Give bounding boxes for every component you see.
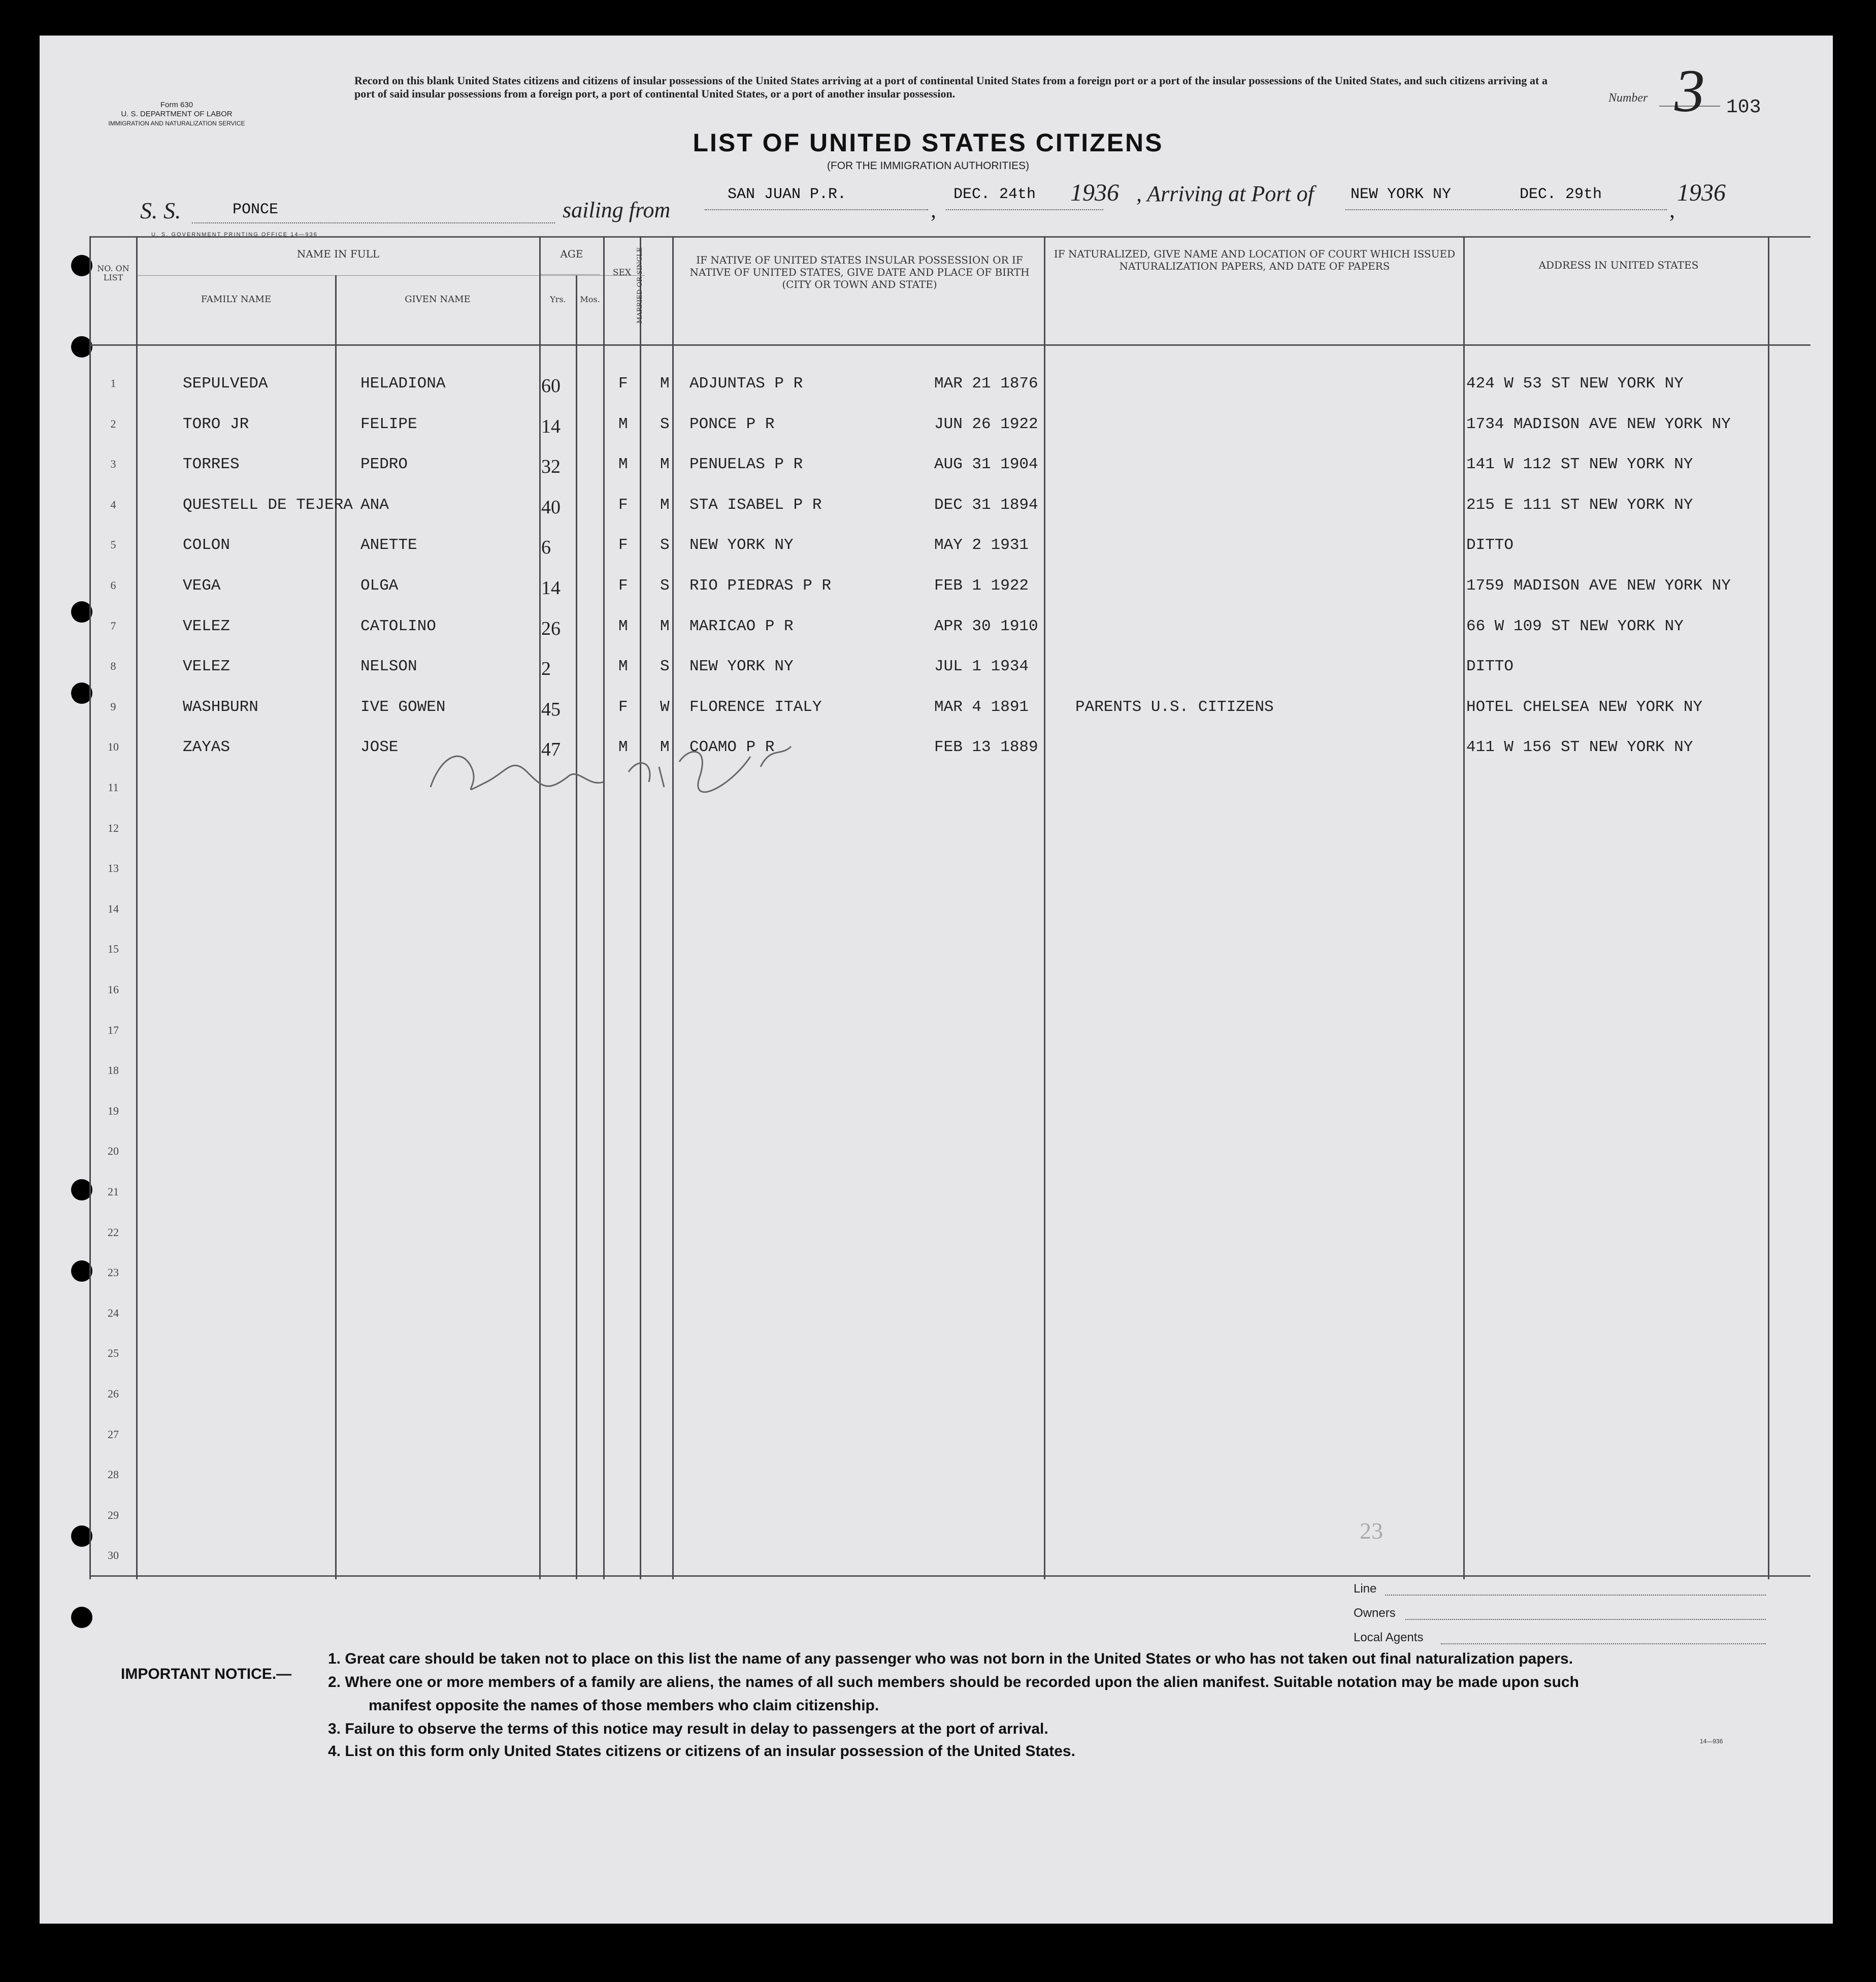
sex-cell: F <box>618 496 628 514</box>
address-cell: HOTEL CHELSEA NEW YORK NY <box>1466 698 1703 716</box>
marital-status-cell: M <box>660 456 670 474</box>
marital-status-cell: S <box>660 658 670 676</box>
birth-date-cell: MAY 2 1931 <box>934 536 1029 555</box>
sailing-label: sailing from <box>563 198 671 222</box>
sail-date: DEC. 24th <box>953 186 1036 203</box>
address-cell: 141 W 112 ST NEW YORK NY <box>1466 456 1693 474</box>
comma-2: , <box>1669 198 1675 222</box>
arriving-label: , Arriving at Port of <box>1136 181 1314 206</box>
family-name-cell: SEPULVEDA <box>183 375 268 393</box>
age-cell: 6 <box>541 537 551 559</box>
line-number: 25 <box>108 1347 119 1360</box>
header-place-of-birth: IF NATIVE OF UNITED STATES INSULAR POSSESSION OR IF NATIVE OF UNITED STATES, GIVE DATE AND PLACE OF BIRTH (CITY OR TOWN AND STATE) <box>689 254 1030 290</box>
line-number: 9 <box>110 700 116 713</box>
given-name-cell: HELADIONA <box>360 375 446 393</box>
birth-date-cell: APR 30 1910 <box>934 617 1038 635</box>
line-number: 11 <box>108 781 119 794</box>
ss-label: S. S. <box>140 198 181 223</box>
birth-date-cell: DEC 31 1894 <box>934 496 1038 514</box>
service-label: IMMIGRATION AND NATURALIZATION SERVICE <box>108 120 245 127</box>
sail-year: 1936 <box>1070 179 1119 206</box>
arrival-port-underline <box>1345 209 1513 210</box>
column-line <box>640 236 641 1579</box>
address-cell: 215 E 111 ST NEW YORK NY <box>1466 496 1693 514</box>
line-number: 22 <box>108 1225 119 1239</box>
from-underline <box>705 209 928 210</box>
marital-status-cell: M <box>660 496 670 514</box>
birthplace-cell: PONCE P R <box>689 415 775 433</box>
header-yrs: Yrs. <box>550 295 566 304</box>
marital-status-cell: S <box>660 415 670 433</box>
line-number: 19 <box>108 1104 119 1117</box>
header-mos: Mos. <box>580 295 600 304</box>
address-cell: DITTO <box>1466 536 1514 555</box>
family-name-cell: TORO JR <box>183 415 249 433</box>
record-instructions: Record on this blank United States citizens and citizens of insular possessions of the United States arriving at a port of continental United States from a foreign port or a port of the insular possessions of the United States, and such citizens arriving at a port of said insular possessions from a foreign port, a port of continental United States, or a port of another insular possession. <box>354 74 1548 100</box>
header-married-single: MARRIED OR SINGLE <box>636 247 644 323</box>
marital-status-cell: S <box>660 536 670 555</box>
given-name-cell: ANA <box>360 496 389 514</box>
line-number: 7 <box>110 619 116 632</box>
birth-date-cell: AUG 31 1904 <box>934 456 1038 474</box>
family-name-cell: TORRES <box>183 456 240 474</box>
birthplace-cell: STA ISABEL P R <box>689 496 822 514</box>
from-port: SAN JUAN P.R. <box>728 186 847 203</box>
table-header-bottom <box>89 344 1811 346</box>
family-name-cell: VELEZ <box>183 617 231 635</box>
birth-date-cell: FEB 13 1889 <box>934 738 1038 757</box>
column-line <box>1463 236 1465 1579</box>
sex-cell: M <box>618 738 628 757</box>
column-line <box>89 236 91 1579</box>
sex-cell: F <box>618 536 628 555</box>
naturalization-cell: PARENTS U.S. CITIZENS <box>1075 698 1274 716</box>
header-no: NO. ON LIST <box>97 264 129 282</box>
line-number: 4 <box>110 498 116 511</box>
arrival-port: NEW YORK NY <box>1351 186 1452 203</box>
age-cell: 32 <box>541 456 561 478</box>
page-title: LIST OF UNITED STATES CITIZENS <box>693 128 1164 157</box>
local-agents-field[interactable] <box>1441 1643 1766 1644</box>
family-name-cell: WASHBURN <box>183 698 258 716</box>
page-subtitle: (FOR THE IMMIGRATION AUTHORITIES) <box>827 160 1030 172</box>
line-number: 26 <box>108 1387 119 1400</box>
form-sheet <box>40 36 1833 1924</box>
birth-date-cell: MAR 21 1876 <box>934 375 1038 393</box>
sex-cell: F <box>618 577 628 595</box>
family-name-cell: ZAYAS <box>183 738 231 757</box>
punch-hole <box>71 1607 92 1628</box>
birth-date-cell: FEB 1 1922 <box>934 577 1029 595</box>
owners-label: Owners <box>1354 1606 1396 1620</box>
form-identification <box>60 101 293 128</box>
line-number: 1 <box>110 377 116 389</box>
line-label: Line <box>1354 1582 1377 1596</box>
birthplace-cell: ADJUNTAS P R <box>689 375 803 393</box>
sex-cell: M <box>618 617 628 635</box>
arrival-year: 1936 <box>1677 179 1726 206</box>
line-number: 5 <box>110 538 116 551</box>
address-cell: 66 W 109 ST NEW YORK NY <box>1466 617 1684 635</box>
local-agents-label: Local Agents <box>1354 1631 1424 1644</box>
header-naturalized: IF NATURALIZED, GIVE NAME AND LOCATION OF COURT WHICH ISSUED NATURALIZATION PAPERS, AND DATE OF PAPERS <box>1054 248 1456 272</box>
line-number: 12 <box>108 821 119 834</box>
arrival-date: DEC. 29th <box>1520 186 1602 203</box>
header-name-in-full: NAME IN FULL <box>297 248 380 260</box>
form-number: Form 630 <box>160 101 193 109</box>
ship-name: PONCE <box>233 201 279 218</box>
comma-1: , <box>931 198 936 222</box>
age-cell: 14 <box>541 415 561 437</box>
notice-item-1: 1. Great care should be taken not to place on this list the name of any passenger who was not born in the United States or who has not taken out final naturalization papers. <box>328 1650 1573 1667</box>
given-name-cell: PEDRO <box>360 456 408 474</box>
given-name-cell: IVE GOWEN <box>360 698 446 716</box>
line-number: 10 <box>108 740 119 754</box>
birthplace-cell: NEW YORK NY <box>689 658 794 676</box>
age-cell: 45 <box>541 698 561 720</box>
ship-underline <box>192 222 555 223</box>
line-number: 20 <box>108 1145 119 1158</box>
line-number: 21 <box>108 1185 119 1198</box>
birth-date-cell: JUL 1 1934 <box>934 658 1029 676</box>
line-number: 13 <box>108 862 119 875</box>
arrival-date-underline <box>1515 209 1667 210</box>
header-sex: SEX <box>612 268 632 278</box>
line-field[interactable] <box>1385 1595 1766 1596</box>
age-cell: 14 <box>541 577 561 599</box>
sex-cell: M <box>618 658 628 676</box>
column-line <box>136 236 138 1579</box>
department-label: U. S. DEPARTMENT OF LABOR <box>121 110 233 118</box>
age-cell: 26 <box>541 618 561 639</box>
column-line <box>1768 236 1769 1579</box>
sail-date-underline <box>946 209 1103 210</box>
line-number: 29 <box>108 1508 119 1521</box>
given-name-cell: JOSE <box>360 738 399 757</box>
birthplace-cell: PENUELAS P R <box>689 456 803 474</box>
notice-heading: IMPORTANT NOTICE.— <box>121 1666 292 1682</box>
birthplace-cell: MARICAO P R <box>689 617 794 635</box>
given-name-cell: CATOLINO <box>360 617 436 635</box>
line-number: 30 <box>108 1549 119 1562</box>
notice-item-2: 2. Where one or more members of a family are aliens, the names of all such members should be recorded upon the alien manifest. Suitable notation may be made upon such <box>328 1674 1579 1691</box>
line-number: 2 <box>110 417 116 430</box>
family-name-cell: COLON <box>183 536 231 555</box>
line-number: 17 <box>108 1023 119 1036</box>
notice-item-2-continued: manifest opposite the names of those members who claim citizenship. <box>369 1697 879 1714</box>
given-name-cell: FELIPE <box>360 415 417 433</box>
owners-field[interactable] <box>1405 1619 1766 1620</box>
line-number: 24 <box>108 1306 119 1319</box>
line-number: 16 <box>108 983 119 996</box>
number-label: Number <box>1608 91 1648 105</box>
marital-status-cell: M <box>660 738 670 757</box>
name-header-divider <box>137 275 645 276</box>
notice-item-4: 4. List on this form only United States citizens or citizens of an insular possession of the United States. <box>328 1743 1075 1760</box>
address-cell: 1759 MADISON AVE NEW YORK NY <box>1466 577 1731 595</box>
table-top-border <box>89 236 1811 238</box>
line-number: 28 <box>108 1468 119 1481</box>
notice-item-3: 3. Failure to observe the terms of this notice may result in delay to passengers at the port of arrival. <box>328 1720 1048 1737</box>
column-line <box>576 275 577 1579</box>
age-header-divider <box>539 274 600 275</box>
address-cell: 411 W 156 ST NEW YORK NY <box>1466 738 1693 757</box>
given-name-cell: OLGA <box>360 577 399 595</box>
sex-cell: M <box>618 456 628 474</box>
line-number: 3 <box>110 458 116 471</box>
line-number: 27 <box>108 1427 119 1441</box>
header-address: ADDRESS IN UNITED STATES <box>1538 259 1699 271</box>
column-line <box>603 236 605 1579</box>
line-number: 15 <box>108 943 119 956</box>
family-name-cell: VEGA <box>183 577 221 595</box>
header-given-name: GIVEN NAME <box>405 294 471 305</box>
column-line <box>672 236 674 1579</box>
age-cell: 60 <box>541 375 561 397</box>
handwritten-signature <box>425 726 821 813</box>
printing-note: U. S. GOVERNMENT PRINTING OFFICE 14—936 <box>151 232 318 238</box>
birthplace-cell: NEW YORK NY <box>689 536 794 555</box>
given-name-cell: ANETTE <box>360 536 417 555</box>
sex-cell: M <box>618 415 628 433</box>
table-bottom-border <box>89 1575 1811 1577</box>
sex-cell: F <box>618 375 628 393</box>
address-cell: 424 W 53 ST NEW YORK NY <box>1466 375 1684 393</box>
address-cell: 1734 MADISON AVE NEW YORK NY <box>1466 415 1731 433</box>
family-name-cell: VELEZ <box>183 658 231 676</box>
given-name-cell: NELSON <box>360 658 417 676</box>
birthplace-cell: RIO PIEDRAS P R <box>689 577 832 595</box>
column-line <box>1044 236 1045 1579</box>
family-name-cell: QUESTELL DE TEJERA <box>183 496 353 514</box>
marital-status-cell: M <box>660 617 670 635</box>
sex-cell: F <box>618 698 628 716</box>
birth-date-cell: JUN 26 1922 <box>934 415 1038 433</box>
column-line <box>539 236 541 1579</box>
birth-date-cell: MAR 4 1891 <box>934 698 1029 716</box>
age-cell: 40 <box>541 496 561 518</box>
header-age: AGE <box>560 248 583 260</box>
stamp-number: 23 <box>1360 1518 1383 1544</box>
age-cell: 47 <box>541 739 561 761</box>
line-number: 18 <box>108 1064 119 1077</box>
birthplace-cell: FLORENCE ITALY <box>689 698 822 716</box>
header-family-name: FAMILY NAME <box>201 294 272 305</box>
address-cell: DITTO <box>1466 658 1514 676</box>
column-line <box>335 275 337 1579</box>
marital-status-cell: M <box>660 375 670 393</box>
page-number: 103 <box>1726 96 1761 118</box>
number-handwritten: 3 <box>1674 57 1705 124</box>
notice-code: 14—936 <box>1700 1738 1723 1745</box>
line-number: 8 <box>110 660 116 673</box>
line-number: 6 <box>110 579 116 592</box>
birthplace-cell: COAMO P R <box>689 738 775 757</box>
line-number: 23 <box>108 1266 119 1279</box>
marital-status-cell: S <box>660 577 670 595</box>
line-number: 14 <box>108 902 119 915</box>
marital-status-cell: W <box>660 698 670 716</box>
age-cell: 2 <box>541 658 551 680</box>
